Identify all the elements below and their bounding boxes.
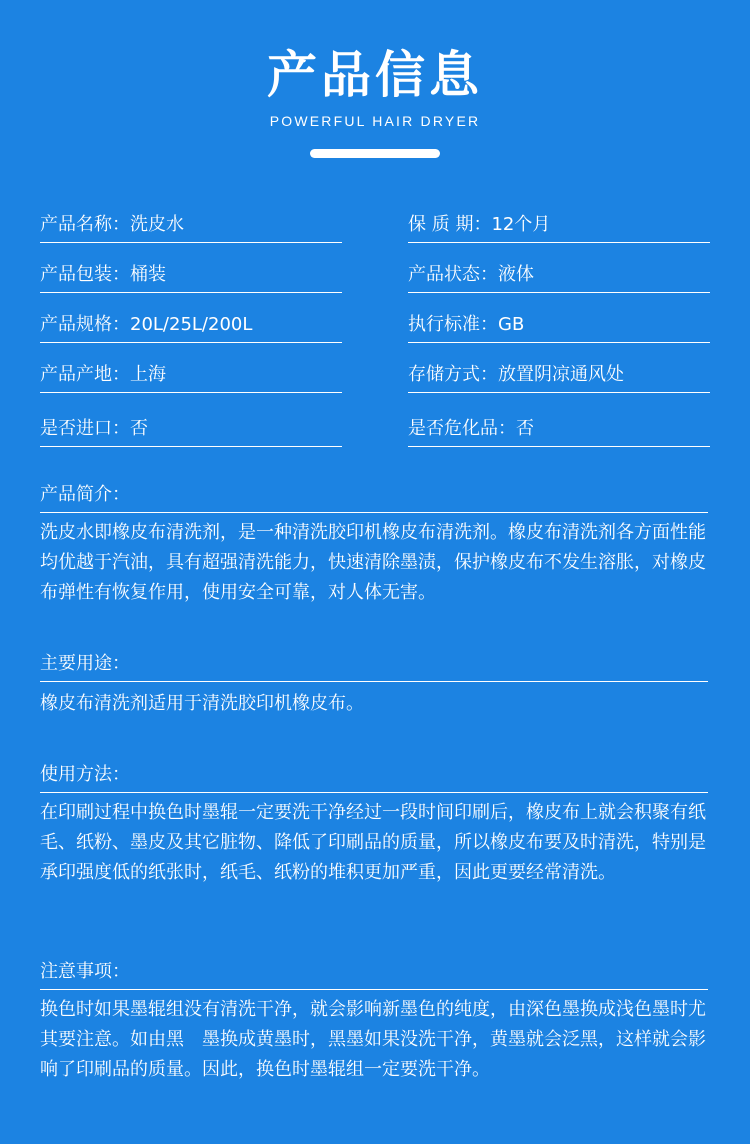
field-label: 存储方式：: [408, 364, 498, 385]
field-label: 产品包装：: [40, 264, 130, 285]
section-body-intro: 洗皮水即橡皮布清洗剂，是一种清洗胶印机橡皮布清洗剂。橡皮布清洗剂各方面性能均优越于汽油，具有超强清洗能力，快速清除墨渍，保护橡皮布不发生溶胀，对橡皮布弹性有恢复作用，使用安全可靠，对人体无害。: [40, 522, 706, 603]
field-imported: [40, 412, 342, 447]
field-label: 产品名称：: [40, 214, 130, 235]
section-heading-method: 使用方法：: [40, 758, 708, 793]
field-label: 是否危化品：: [408, 418, 516, 439]
page-subtitle: POWERFUL HAIR DRYER: [269, 113, 481, 129]
field-value: 12个月: [491, 214, 551, 235]
section-heading-usage: 主要用途：: [40, 647, 708, 682]
field-value: 放置阴凉通风处: [498, 364, 624, 385]
field-product-name: [40, 208, 342, 243]
field-value: 液体: [498, 264, 534, 285]
title-underline: [310, 149, 440, 158]
field-value: GB: [498, 314, 525, 335]
field-label: 产品状态：: [408, 264, 498, 285]
field-state: [408, 258, 710, 293]
field-value: 洗皮水: [130, 214, 184, 235]
section-body-method: 在印刷过程中换色时墨辊一定要洗干净经过一段时间印刷后，橡皮布上就会积聚有纸毛、纸粉、墨皮及其它脏物、降低了印刷品的质量，所以橡皮布要及时清洗，特别是承印强度低的纸张时，纸毛、纸粉的堆积更加严重，因此更要经常清洗。: [40, 802, 706, 883]
field-label: 产品规格：: [40, 314, 130, 335]
field-packaging: [40, 258, 342, 293]
field-value: 上海: [130, 364, 166, 385]
field-spec: [40, 308, 342, 343]
field-storage: [408, 358, 710, 393]
section-body-usage: 橡皮布清洗剂适用于清洗胶印机橡皮布。: [40, 693, 364, 714]
field-hazardous: [408, 412, 710, 447]
section-body-notes: 换色时如果墨辊组没有清洗干净，就会影响新墨色的纯度，由深色墨换成浅色墨时尤其要注意。如由黑 墨换成黄墨时，黑墨如果没洗干净，黄墨就会泛黑，这样就会影响了印刷品的质量。因此，换色时墨辊组一定要洗干净。: [40, 999, 706, 1080]
field-value: 20L/25L/200L: [130, 314, 253, 335]
field-value: 桶装: [130, 264, 166, 285]
section-heading-intro: 产品简介：: [40, 478, 708, 513]
field-label: 是否进口：: [40, 418, 130, 439]
field-origin: [40, 358, 342, 393]
field-standard: [408, 308, 710, 343]
field-label: 产品产地：: [40, 364, 130, 385]
page-title: 产品信息: [267, 46, 483, 104]
field-shelf-life: [408, 208, 710, 243]
header: [0, 40, 750, 158]
field-label: 保 质 期：: [408, 214, 492, 235]
section-heading-notes: 注意事项：: [40, 955, 708, 990]
field-value: 否: [516, 418, 534, 439]
field-label: 执行标准：: [408, 314, 498, 335]
field-value: 否: [130, 418, 148, 439]
